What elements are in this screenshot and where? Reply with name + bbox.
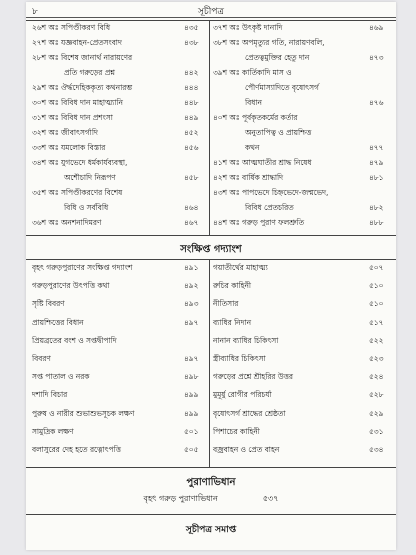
toc-entry-page: ৪৪২ [184,68,199,77]
toc-entry-text: গরুড়ের প্রশ্নে শ্রীহরির উত্তর [213,372,293,382]
toc-entry-page: ৪৯১ [184,263,199,272]
toc-entry-text: বিবিধ প্রেতচরিত [245,203,294,212]
toc-entry-text: বিধান [245,98,262,107]
toc-entry-text: পিশাচের কাহিনী [213,426,260,436]
toc-entry-text: বিধি ও সর্ববিধি [64,203,109,212]
toc-entry-page: ৪৭৬ [369,98,384,107]
toc-entry-text: প্রতি গরুড়ের প্রশ্ন [64,68,115,77]
toc-entry-text: অনুতাপিত্ব ও প্রায়শ্চিত্ত [245,128,312,137]
toc-entry-page: ৪৭৯ [369,158,384,167]
toc-entry-page: ৫২৩ [369,354,384,363]
toc-entry-page: ৫৩১ [369,426,384,436]
toc-entry-page: ৪৪৯ [184,113,199,122]
toc-entry-page: ৫৩৪ [369,445,384,454]
toc-entry-page: ৪৭৭ [369,143,384,152]
toc-entry-text: ৩৬শ অঃ অনশনাদিমরণ [32,218,102,227]
toc-entry-text: প্রায়শ্চিত্তের বিধান [32,317,84,327]
toc-entry-page: ৫২৮ [369,390,384,400]
toc-entry-text: ২৬শ অঃ সপিণ্ডীকরণ বিধি [32,23,110,32]
toc-entry-text: বৃহৎ গরুড়পুরাণের সংক্ষিপ্ত গদ্যাংশ [32,263,133,272]
toc-entry-text: ৩৫শ অঃ সপিণ্ডীকরণের বিশেষ [32,188,123,197]
toc-entry-text: পৌর্ণমাস্যাদিতে বৃষোৎসর্গ [245,83,319,92]
toc-entry-page: ৪৫৮ [184,173,199,182]
toc-entry-text: ৩৮শ অঃ অপমৃত্যুর গতি, নারায়ণবলি, [213,38,325,47]
toc-entry-page: ৫১৭ [369,317,384,327]
toc-entry-text: ৪১শ অঃ আত্মঘাতীর শ্রাদ্ধ নিষেধ [213,158,312,167]
toc-entry-page: ৪৬৯ [369,23,384,32]
toc-entry-page: ৪৯৭ [184,317,199,327]
toc-entry-page: ৪৩৫ [184,23,199,32]
toc-entry-text: নীতিসার [213,299,239,309]
toc-entry-text: ২৭শ অঃ যজ্ঞবাহন-প্রেতসংবাদ [32,38,122,47]
toc-entry-page: ৫১০ [369,299,384,309]
toc-entry-text: স্ত্রীব্যাধির চিকিৎসা [213,354,266,363]
toc-entry-text: দশাদি বিচার [32,390,68,400]
toc-entry-text: মুমূর্ষু রোগীর পরিচর্যা [213,390,272,400]
toc-entry-text: ৪৪শ অঃ গরুড় পুরাণ ফলশ্রুতি [213,218,305,227]
toc-entry-text: ৩৯শ অঃ কার্তিকাদি মাস ও [213,68,292,77]
toc-entry-page: ৪৯৭ [184,354,199,363]
toc-entry-text: ৩১শ অঃ বিবিধ দান প্রশংসা [32,113,113,122]
toc-entry-page: ৪৬৪ [184,203,199,212]
page-header [26,2,396,18]
toc-entry-text: অশৌচাদি নিরূপণ [64,173,116,182]
toc-entry-page: ৫১০ [369,281,384,291]
toc-entry-text: ২৯শ অঃ ঔর্দ্ধদেহিককৃত্য কথনারম্ভ [32,83,133,92]
toc-entry-page: ৪৯২ [184,281,199,291]
toc-end-footer: সূচীপত্র সমাপ্ত [185,525,237,535]
toc-entry-text: নানান ব্যাধির চিকিৎসা [213,335,279,345]
toc-entry-page: ৪৪৮ [184,98,199,107]
toc-entry-text: ২৮শ অঃ বিশেষ জানার্থ নারায়ণের [32,53,133,62]
toc-entry-text: ৪২শ অঃ বার্ষিক শ্রাদ্ধাদি [213,173,284,182]
section-title-glossary: পুরাণাভিধান [186,477,236,488]
toc-entry-text: বিবরণ [32,354,51,363]
toc-entry-text: কথন [245,143,260,152]
toc-entry-page: ৪৪৪ [184,83,199,92]
toc-entry-page: ৪৫৬ [184,143,199,152]
toc-entry-text: ৩৪শ অঃ যুগভেদে ধর্মকার্যব্যবস্থা, [32,158,128,167]
page-number: ৮ [32,7,38,17]
toc-entry-page: ৫০৫ [184,445,199,454]
section-title-summary: সংক্ষিপ্ত গদ্যাংশ [180,244,242,255]
toc-entry-text: ৪০শ অঃ পূর্বকৃতকর্মের কর্তার [213,113,298,122]
toc-entry-text: বলাসুরের দেহ হতে রত্নোৎপত্তি [32,445,121,454]
toc-entry-text: ৩৩শ অঃ যমলোক বিস্তার [32,143,106,152]
toc-entry-text: রুচির কাহিনী [213,281,252,291]
toc-entry-text: ৩২শ অঃ জীবাৎসর্গাদি [32,128,98,137]
toc-entry-text: ব্যাধির নিদান [213,317,252,327]
toc-entry-page: ৪৯৯ [184,408,199,418]
toc-entry-text: গরুড়পুরাণের উৎপত্তি কথা [32,281,110,291]
toc-entry-text: প্রিয়ব্রতের বংশ ও সপ্তদ্বীপাদি [32,335,117,345]
toc-entry-page: ৫২৪ [369,372,384,382]
toc-entry-page: ৪৬৭ [184,218,199,227]
toc-entry-text: সামুদ্রিক লক্ষণ [32,426,74,436]
toc-entry-text: বৃষোৎসর্গ শ্রাদ্ধের শ্রেষ্ঠতা [213,408,286,418]
toc-entry-page: ৪৯৩ [184,299,199,309]
toc-entry-text: সপ্ত পাতাল ও নরক [32,372,90,382]
toc-entry-text: বজ্রবাহন ও প্রেত বাহন [213,445,280,454]
toc-entry-page: ৪৯৮ [184,372,199,382]
toc-entry-text: ৪৩শ অঃ পাপভেদে চিহ্নভেদে-জন্মভেদ, [213,188,329,197]
toc-entry-text: ৩০শ অঃ বিবিধ দান মাহাত্ম্যানি [32,98,123,107]
toc-entry-text: প্রেতত্বমুক্তির হেতু দান [245,53,310,62]
toc-entry-page: ৫২২ [369,335,384,345]
toc-entry-page: ৪৮১ [369,173,384,182]
book-page [26,2,396,550]
toc-entry-text: সৃষ্টি বিবরণ [32,299,65,309]
toc-entry-page: ৫২৯ [369,408,384,418]
toc-entry-text: ৩৭শ অঃ উৎকৃষ্ট দানাদি [213,23,283,32]
toc-entry-page: ৪৩৮ [184,38,199,47]
toc-entry-page: ৫০৭ [369,263,384,272]
toc-entry-page: ৪৮৮ [369,218,384,227]
toc-entry-text: গয়াতীর্থের মাহাত্ম্য [213,263,268,272]
toc-entry-text: পুরুষ ও নারীর শুভাশুভসূচক লক্ষণ [32,408,135,418]
toc-entry-page: ৪৮২ [369,203,384,212]
toc-entry-page: ৫০১ [184,426,199,436]
glossary-entry [26,493,396,506]
toc-entry-page: ৪৭৩ [369,53,384,62]
toc-entry-page: ৪৯৯ [184,390,199,400]
page-title: সূচীপত্র [197,7,225,17]
glossary-entry-page: ৫৩৭ [262,494,279,503]
toc-entry-page: ৪৫২ [184,128,199,137]
glossary-entry-text: বৃহৎ গরুড় পুরাণাভিধান [143,494,218,503]
